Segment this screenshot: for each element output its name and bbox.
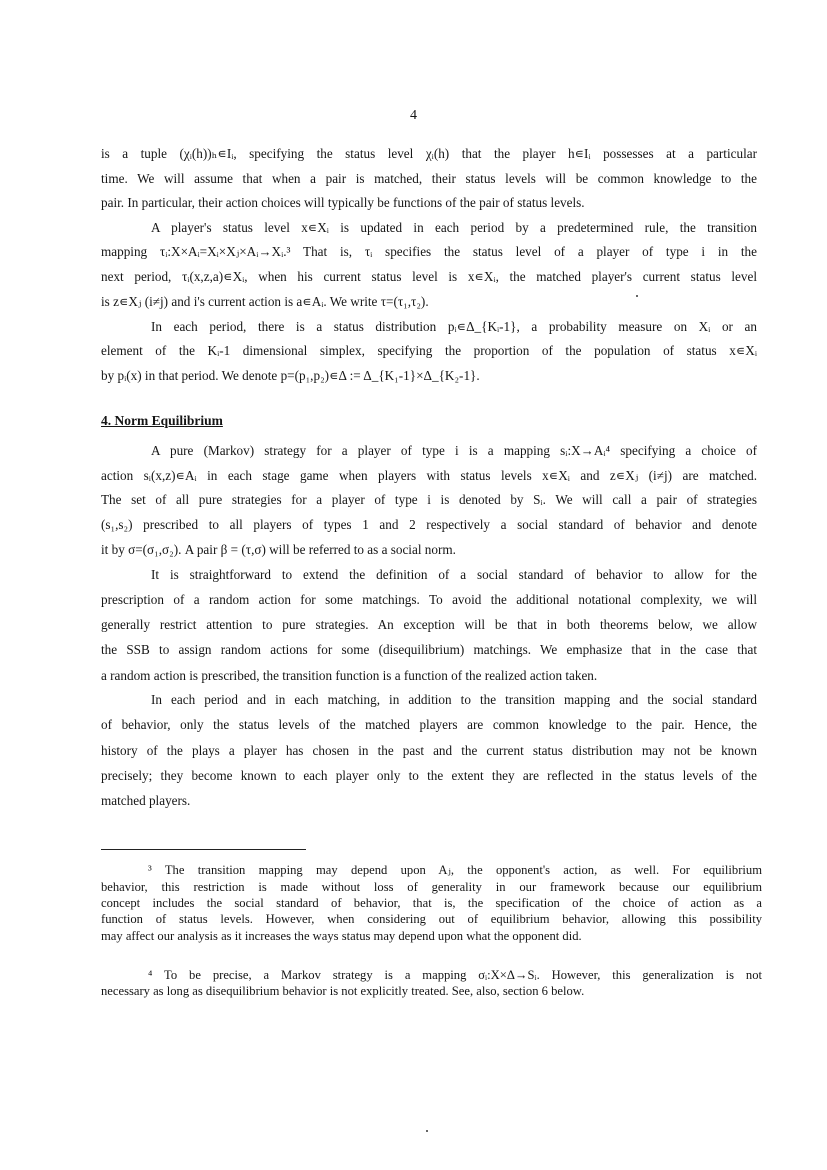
text-line: precisely; they become known to each player only to the extent they are reflected in the status levels of the <box>101 768 757 783</box>
text-line: (s₁,s₂) prescribed to all players of types 1 and 2 respectively a social standard of behavior and denote <box>101 517 757 532</box>
scan-speck <box>426 1130 428 1132</box>
text-line: A player's status level x∊Xᵢ is updated in each period by a predetermined rule, the transition <box>151 220 757 235</box>
text-line: In each period, there is a status distribution pᵢ∊Δ_{Kᵢ-1}, a probability measure on Xᵢ or an <box>151 319 757 334</box>
text-line: pair. In particular, their action choices will typically be functions of the pair of status levels. <box>101 195 585 210</box>
text-line: a random action is prescribed, the transition function is a function of the realized action taken. <box>101 668 598 683</box>
text-line: action sᵢ(x,z)∊Aᵢ in each stage game when players with status levels x∊Xᵢ and z∊Xⱼ (i≠j) are matched. <box>101 468 757 483</box>
text-line: mapping τᵢ:X×Aᵢ=Xᵢ×Xⱼ×Aᵢ→Xᵢ.³ That is, τᵢ specifies the status level of a player of type i in the <box>101 244 757 259</box>
scan-speck <box>636 295 638 297</box>
text-line: of behavior, only the status levels of the matched players are common knowledge to the pair. Hence, the <box>101 717 757 732</box>
footnote-line: may affect our analysis as it increases the ways status may depend upon what the opponent did. <box>101 929 582 943</box>
text-line: It is straightforward to extend the definition of a social standard of behavior to allow for the <box>151 567 757 582</box>
text-line: history of the plays a player has chosen in the past and the current status distribution may not be known <box>101 743 757 758</box>
text-line: it by σ=(σ₁,σ₂). A pair β = (τ,σ) will be referred to as a social norm. <box>101 542 456 557</box>
text-line: A pure (Markov) strategy for a player of type i is a mapping sᵢ:X→Aᵢ⁴ specifying a choice of <box>151 443 757 458</box>
text-line: matched players. <box>101 793 191 808</box>
footnote-line: necessary as long as disequilibrium behavior is not explicitly treated. See, also, section 6 below. <box>101 984 585 998</box>
section-heading: 4. Norm Equilibrium <box>101 413 223 428</box>
text-line: time. We will assume that when a pair is matched, their status levels will be common knowledge to the <box>101 171 757 186</box>
footnote-line: ⁴ To be precise, a Markov strategy is a mapping σᵢ:X×Δ→Sᵢ. However, this generalization is not <box>148 968 762 982</box>
text-line: generally restrict attention to pure strategies. An exception will be that in both theorems below, we allow <box>101 617 757 632</box>
text-line: next period, τᵢ(x,z,a)∊Xᵢ, when his current status level is x∊Xᵢ, the matched player's current status level <box>101 269 757 284</box>
text-line: is z∊Xⱼ (i≠j) and i's current action is a∊Aᵢ. We write τ=(τ₁,τ₂). <box>101 294 429 309</box>
footnote-rule <box>101 849 306 850</box>
text-line: is a tuple (χᵢ(h))ₕ∊Iᵢ, specifying the status level χᵢ(h) that the player h∊Iᵢ possesses at a particular <box>101 146 757 161</box>
footnote-line: concept includes the social standard of behavior, that is, the specification of the choice of action as a <box>101 896 762 910</box>
text-line: prescription of a random action for some matchings. To avoid the additional notational complexity, we will <box>101 592 757 607</box>
page-number: 4 <box>410 108 417 123</box>
text-line: by pᵢ(x) in that period. We denote p=(p₁,p₂)∊Δ := Δ_{K₁-1}×Δ_{K₂-1}. <box>101 368 480 383</box>
text-line: element of the Kᵢ-1 dimensional simplex, specifying the proportion of the population of status x∊Xᵢ <box>101 343 757 358</box>
text-line: The set of all pure strategies for a player of type i is denoted by Sᵢ. We will call a pair of strategies <box>101 492 757 507</box>
footnote-line: behavior, this restriction is made without loss of generality in our framework because our equilibrium <box>101 880 762 894</box>
text-line: the SSB to assign random actions for some (disequilibrium) matchings. We emphasize that in the case that <box>101 642 757 657</box>
footnote-line: function of status levels. However, when considering out of equilibrium behavior, allowing this possibility <box>101 912 762 926</box>
text-line: In each period and in each matching, in addition to the transition mapping and the social standard <box>151 692 757 707</box>
footnote-line: ³ The transition mapping may depend upon Aⱼ, the opponent's action, as well. For equilibrium <box>148 863 762 877</box>
